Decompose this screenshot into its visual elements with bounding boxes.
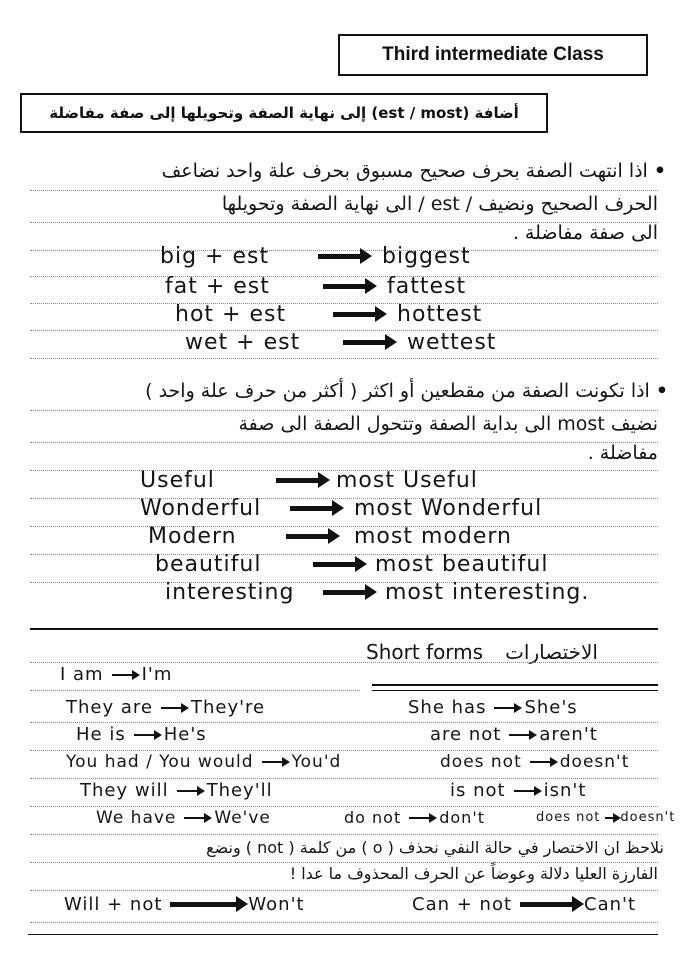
short-forms-heading-en: Short forms — [366, 640, 484, 664]
rule-est-line3: الى صفة مفاضلة . — [512, 222, 658, 244]
est-example-row — [185, 330, 496, 355]
arrow-icon — [494, 707, 516, 709]
example-result: most interesting. — [385, 580, 590, 605]
example-base: hot + est — [175, 302, 287, 327]
rule-est-line1 — [162, 160, 666, 182]
example-base: beautiful — [155, 552, 262, 577]
example-result: most Wonderful — [354, 496, 543, 521]
most-example-row — [148, 524, 512, 549]
arrow-icon — [323, 284, 369, 289]
short-form-right-row — [536, 810, 675, 825]
full-form: are not — [430, 724, 502, 745]
short-form: don't — [439, 808, 485, 827]
dotted-line — [30, 890, 658, 891]
short-form-right-row — [408, 697, 578, 718]
short-form: We've — [214, 808, 271, 828]
short-form-right-row — [440, 752, 629, 772]
dotted-line — [30, 834, 658, 835]
arrow-icon — [184, 817, 206, 819]
est-example-row — [165, 274, 466, 299]
dotted-line — [30, 358, 658, 359]
full-form: does not — [440, 752, 522, 772]
rule-most-line2: نضيف most الى بداية الصفة وتتحول الصفة الى صفة — [238, 413, 658, 435]
most-example-row — [140, 468, 478, 493]
full-form: We have — [96, 808, 177, 828]
rule-most-text-1: اذا تكونت الصفة من مقطعين أو اكثر ( أكثر من حرف علة واحد ) — [145, 380, 650, 402]
arrow-icon — [409, 817, 431, 819]
arrow-icon — [290, 506, 336, 511]
arrow-icon — [286, 534, 332, 539]
example-base: wet + est — [185, 330, 301, 355]
example-result: biggest — [382, 244, 471, 269]
dotted-line — [30, 722, 658, 723]
full-form: is not — [450, 780, 506, 801]
arrow-icon — [530, 761, 552, 763]
example-base: Modern — [148, 524, 237, 549]
short-form: They're — [190, 697, 266, 718]
short-forms-heading — [366, 640, 598, 664]
dotted-line — [30, 190, 658, 191]
short-form: Won't — [248, 894, 305, 915]
exception-row — [412, 894, 636, 915]
short-form-left-row — [60, 664, 172, 685]
bullet-dot: • — [653, 160, 666, 182]
arrow-icon — [161, 707, 183, 709]
arrow-icon — [343, 340, 389, 345]
full-form: does not — [536, 810, 601, 825]
full-form: Can + not — [412, 894, 513, 915]
example-result: most modern — [354, 524, 512, 549]
heading-underline — [372, 684, 658, 686]
short-form-left-row — [66, 752, 341, 772]
rule-est-text-1: اذا انتهت الصفة بحرف صحيح مسبوق بحرف علة واحد نضاعف — [161, 160, 648, 182]
note-line-1: نلاحظ ان الاختصار في حالة النفي نحذف ( o ) من كلمة ( not ) ونضع — [206, 838, 664, 857]
bullet-dot: • — [655, 380, 668, 402]
full-form: They will — [80, 780, 169, 801]
short-form-left-row — [80, 780, 273, 801]
rule-est-line2: الحرف الصحيح ونضيف / est / الى نهاية الصفة وتحويلها — [221, 193, 658, 215]
dotted-line — [30, 778, 658, 779]
example-base: Wonderful — [140, 496, 262, 521]
arrow-icon — [323, 590, 369, 595]
example-result: fattest — [387, 274, 467, 299]
arrow-icon — [520, 902, 576, 907]
dotted-line — [30, 922, 658, 923]
arrow-icon — [605, 817, 615, 819]
short-form-left-row — [96, 808, 271, 828]
example-base: interesting — [165, 580, 295, 605]
example-result: hottest — [397, 302, 483, 327]
arrow-icon — [276, 478, 322, 483]
arrow-icon — [313, 562, 359, 567]
short-form-right-row — [430, 724, 598, 745]
arrow-icon — [112, 674, 134, 676]
dotted-line — [30, 750, 658, 751]
short-form: doesn't — [559, 752, 630, 772]
full-form: do not — [344, 808, 402, 827]
most-example-row — [165, 580, 589, 605]
full-form: He is — [76, 724, 126, 745]
short-form-left-row — [66, 697, 265, 718]
arrow-icon — [333, 312, 379, 317]
arrow-icon — [514, 790, 536, 792]
most-example-row — [155, 552, 548, 577]
full-form: They are — [66, 697, 153, 718]
short-form: isn't — [543, 780, 587, 801]
exception-row — [64, 894, 305, 915]
topic-title: أضافة (est / most) إلى نهاية الصفة وتحويلها إلى صفة مفاضلة — [49, 104, 519, 122]
arrow-icon — [318, 254, 364, 259]
arrow-icon — [170, 902, 240, 907]
example-base: Useful — [140, 468, 215, 493]
dotted-line — [30, 806, 658, 807]
section-divider — [30, 628, 658, 630]
example-result: wettest — [407, 330, 497, 355]
topic-box — [20, 93, 548, 133]
est-example-row — [160, 244, 471, 269]
class-title-box — [338, 34, 648, 76]
bottom-divider — [28, 934, 658, 935]
full-form: I am — [60, 664, 104, 685]
rule-most-line1 — [145, 380, 668, 402]
short-form: She's — [524, 697, 578, 718]
full-form: Will + not — [64, 894, 163, 915]
rule-most-line3: مفاضلة . — [587, 442, 658, 464]
short-form-left-row — [76, 724, 207, 745]
full-form: She has — [408, 697, 487, 718]
example-result: most beautiful — [375, 552, 549, 577]
dotted-line — [30, 862, 658, 863]
short-form-right-row — [450, 780, 586, 801]
short-form: aren't — [539, 724, 598, 745]
note-line-2: الفارزة العليا دلالة وعوضاً عن الحرف المحذوف ما عدا ! — [289, 864, 658, 883]
short-form: You'd — [291, 752, 342, 772]
short-form: doesn't — [620, 810, 676, 825]
example-base: fat + est — [165, 274, 270, 299]
arrow-icon — [262, 761, 284, 763]
dotted-line — [30, 410, 658, 411]
dotted-line — [30, 662, 658, 663]
class-title: Third intermediate Class — [382, 44, 604, 65]
short-form: He's — [163, 724, 207, 745]
full-form: You had / You would — [66, 752, 254, 772]
short-form-right-row — [344, 808, 485, 827]
short-form: Can't — [584, 894, 637, 915]
most-example-row — [140, 496, 542, 521]
heading-underline — [372, 690, 658, 691]
short-form: They'll — [206, 780, 273, 801]
arrow-icon — [134, 734, 156, 736]
dotted-line — [30, 442, 658, 443]
example-result: most Useful — [336, 468, 478, 493]
short-forms-heading-ar: الاختصارات — [505, 640, 598, 664]
dotted-line — [30, 690, 360, 691]
arrow-icon — [509, 734, 531, 736]
arrow-icon — [177, 790, 199, 792]
example-base: big + est — [160, 244, 270, 269]
short-form: I'm — [141, 664, 173, 685]
est-example-row — [175, 302, 482, 327]
